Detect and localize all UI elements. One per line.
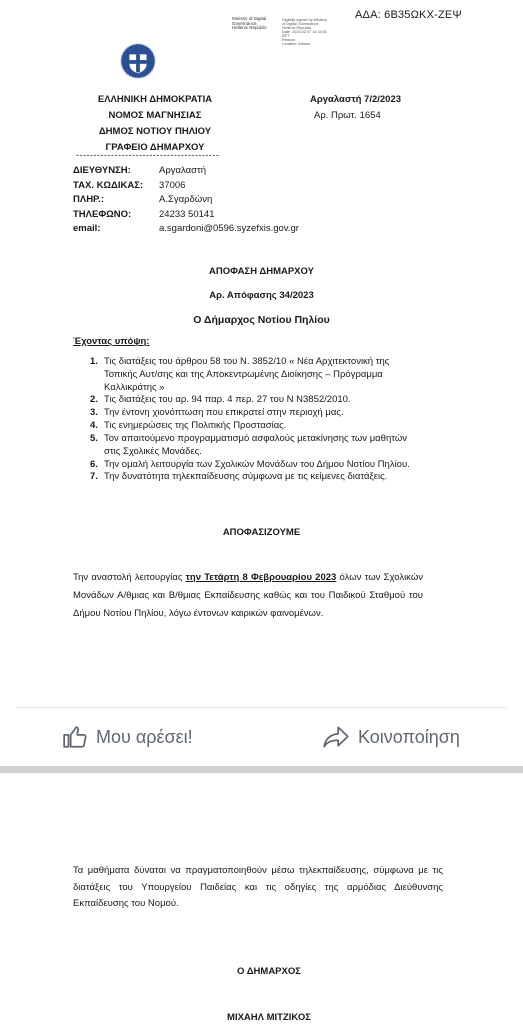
separator: -----------------------------------------	[76, 150, 220, 160]
document-date: Αργαλαστή 7/2/2023	[310, 94, 402, 105]
post-separator	[0, 766, 523, 773]
list-item: 2. Τις διατάξεις του αρ. 94 παρ. 4 περ. 27 του Ν N3852/2010.	[90, 394, 351, 406]
list-item: 7. Την δυνατότητα τηλεκπαίδευσης σύμφωνα με τις κείμενες διατάξεις.	[90, 471, 388, 483]
remote-learning-paragraph: Τα μαθήματα δύναται να πραγματοποιηθούν μέσω τηλεκπαίδευσης, σύμφωνα με τις διατάξεις του Υπουργείου Παιδείας και τις οδηγίες της αρμόδιας Διεύθυνσης Εκπαίδευσης του Νομού.	[73, 865, 443, 909]
list-item: 4. Τις ενημερώσεις της Πολιτικής Προστασίας.	[90, 420, 287, 432]
share-label: Κοινοποίηση	[358, 726, 460, 747]
considerations-list	[90, 356, 420, 484]
list-item: 5. Τον απαιτούμενο προγραμματισμό ασφαλούς μετακίνησης των μαθητών στις Σχολικές Μονάδες.	[90, 432, 408, 457]
decision-title: ΑΠΟΦΑΣΗ ΔΗΜΑΡΧΟΥ	[209, 266, 314, 277]
document-date-block	[310, 92, 401, 124]
decision-body: Την αναστολή λειτουργίας την Τετάρτη 8 Φεβρουαρίου 2023 όλων των Σχολικών Μονάδων Α/θμιας και Β/θμιας Εκπαίδευσης καθώς και του Παιδικού Σταθμού του Δήμου Νοτίου Πηλίου, λόγω έντονων καιρικών φαινομένων.	[73, 572, 423, 619]
list-item: 1. Τις διατάξεις του άρθρου 58 του Ν. 3852/10 « Νέα Αρχιτεκτονική της Τοπικής Αυτ/σης και της Αποκεντρωμένης Διοίκησης – Πρόγραμμα Καλλικράτης »	[90, 356, 390, 393]
signer-title: Ο ΔΗΜΑΡΧΟΣ	[237, 966, 301, 977]
divider	[16, 707, 507, 708]
decision-number: Αρ. Απόφασης 34/2023	[209, 290, 314, 301]
suspension-date: την Τετάρτη 8 Φεβρουαρίου 2023	[185, 572, 337, 583]
digital-signature-details: Digitally signed by Ministry of Digital Governance, Hellenic Republic Date: 2023.02.07 14:34:51 EET Reason: Location: Athens	[282, 18, 327, 46]
list-item: 3. Την έντονη χιονόπτωση που επικρατεί στην περιοχή μας.	[90, 407, 344, 419]
considering-heading: Έχοντας υπόψη:	[73, 336, 150, 347]
thumbs-up-icon	[62, 724, 88, 750]
protocol-number: Αρ. Πρωτ. 1654	[314, 110, 381, 121]
signer-name: ΜΙΧΑΗΛ ΜΙΤΖΙΚΟΣ	[227, 1012, 311, 1023]
greek-emblem-icon	[119, 42, 157, 80]
share-button[interactable]	[322, 724, 460, 750]
like-label: Μου αρέσει!	[96, 726, 193, 747]
list-item: 6. Την ομαλή λειτουργία των Σχολικών Μονάδων του Δήμου Νοτίου Πηλίου.	[90, 458, 410, 470]
digital-signature-issuer: Ministry of Digital Governance, Hellenic Republic	[232, 16, 267, 31]
decision-subtitle: Ο Δήμαρχος Νοτίου Πηλίου	[193, 314, 330, 326]
ada-code: ΑΔΑ: 6Β35ΩΚΧ-ΖΕΨ	[355, 9, 462, 21]
contact-info: ΔΙΕΥΘΥΝΣΗ: Αργαλαστή ΤΑΧ. ΚΩΔΙΚΑΣ: 37006 ΠΛΗΡ.: Α.Σγαρδώνη ΤΗΛΕΦΩΝΟ: 24233 50141 email: a.sgardoni@0596.syzefxis.gov.gr	[73, 165, 299, 234]
we-decide-heading: ΑΠΟΦΑΣΙΖΟΥΜΕ	[222, 527, 301, 538]
authority-header: ΕΛΛΗΝΙΚΗ ΔΗΜΟΚΡΑΤΙΑ ΝΟΜΟΣ ΜΑΓΝΗΣΙΑΣ ΔΗΜΟΣ ΝΟΤΙΟΥ ΠΗΛΙΟΥ ΓΡΑΦΕΙΟ ΔΗΜΑΡΧΟΥ	[97, 94, 213, 153]
like-button[interactable]	[62, 724, 193, 750]
share-arrow-icon	[322, 724, 350, 750]
